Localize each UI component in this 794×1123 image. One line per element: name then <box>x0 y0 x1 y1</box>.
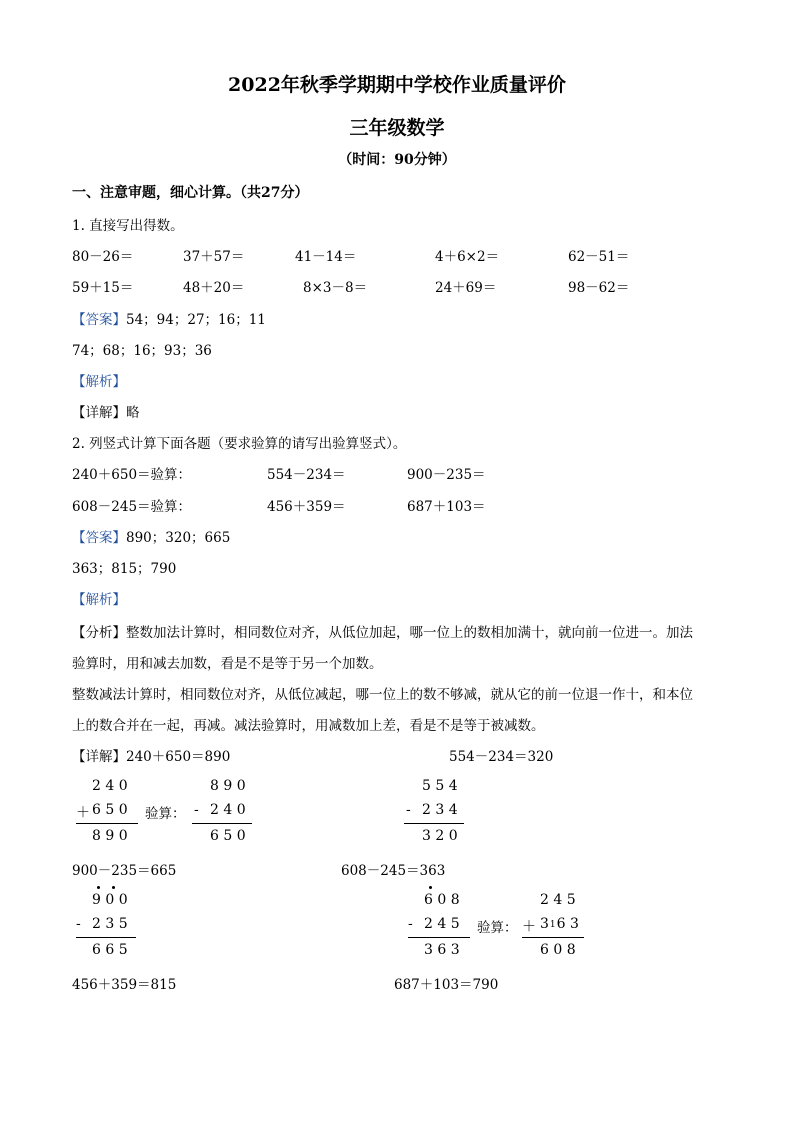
calc-result: 3 2 0 <box>422 828 458 844</box>
calc-mid: 2 4 0 <box>210 802 246 818</box>
calc-top: 2 4 5 <box>540 892 576 908</box>
q2-item: 554－234＝ <box>267 467 346 483</box>
calc-op: ＋ <box>76 805 90 821</box>
calc-line <box>76 937 136 938</box>
analysis-tag: 【解析】 <box>72 592 126 608</box>
calc-result: 8 9 0 <box>92 828 128 844</box>
fenxi-text: 整数加法计算时，相同数位对齐，从低位加起，哪一位上的数相加满十，就向前一位进一。加法 <box>126 625 693 641</box>
fenxi-line: 验算时，用和减去加数，看是不是等于另一个加数。 <box>72 656 383 672</box>
q1-detail <box>72 401 140 421</box>
vertical-check <box>522 892 588 972</box>
calc-op: - <box>76 916 81 932</box>
calc-line <box>76 823 138 824</box>
detail-tag: 【详解】 <box>72 749 126 765</box>
equation: 608－245＝363 <box>341 863 446 879</box>
answer-text: 890；320；665 <box>126 530 231 546</box>
calc-mid: 6 5 0 <box>92 802 128 818</box>
q2-item: 687＋103＝ <box>407 499 486 515</box>
q1-item: 24＋69＝ <box>435 280 497 296</box>
q2-item: 900－235＝ <box>407 467 486 483</box>
equation: 240＋650＝890 <box>126 749 231 765</box>
q2-answer-line2: 363；815；790 <box>72 561 177 577</box>
calc-op: ＋ <box>522 919 536 935</box>
detail-tag: 【详解】 <box>72 405 126 421</box>
borrow-dot <box>97 886 100 889</box>
calc-op: - <box>406 802 411 818</box>
exam-time: （时间：90分钟） <box>338 152 456 168</box>
calc-line <box>192 823 252 824</box>
answer-tag: 【答案】 <box>72 530 126 546</box>
q1-answer-line2: 74；68；16；93；36 <box>72 343 212 359</box>
q1-item: 98－62＝ <box>568 280 630 296</box>
q1-item: 41－14＝ <box>295 249 357 265</box>
check-label: 验算： <box>145 806 186 822</box>
calc-line <box>408 937 470 938</box>
detail-line <box>72 745 230 765</box>
vertical-check <box>192 778 256 858</box>
page-title: 2022年秋季学期期中学校作业质量评价 <box>228 74 566 96</box>
section-heading: 一、注意审题，细心计算。（共27分） <box>72 185 309 201</box>
fenxi-line: 整数减法计算时，相同数位对齐，从低位减起，哪一位上的数不够减，就从它的前一位退一作十，和本位 <box>72 687 693 703</box>
vertical-calc <box>76 892 140 972</box>
q1-item: 37＋57＝ <box>183 249 245 265</box>
vertical-calc <box>76 778 140 858</box>
check-label: 验算： <box>477 920 518 936</box>
equation: 687＋103＝790 <box>394 977 499 993</box>
calc-top: 2 4 0 <box>92 778 128 794</box>
analysis-tag: 【解析】 <box>72 374 126 390</box>
fenxi-tag: 【分析】 <box>72 625 126 641</box>
calc-op: - <box>194 802 199 818</box>
calc-op: - <box>408 916 413 932</box>
q2-item: 456＋359＝ <box>267 499 346 515</box>
calc-mid: 316 3 <box>540 916 579 932</box>
calc-mid: 2 3 5 <box>92 916 128 932</box>
equation: 900－235＝665 <box>72 863 177 879</box>
calc-top: 5 5 4 <box>422 778 458 794</box>
q1-answer <box>72 308 266 328</box>
q1-item: 59＋15＝ <box>72 280 134 296</box>
q1-item: 80－26＝ <box>72 249 134 265</box>
calc-line <box>522 937 584 938</box>
calc-result: 3 6 3 <box>424 942 460 958</box>
fenxi-line: 上的数合并在一起，再减。减法验算时，用减数加上差，看是不是等于被减数。 <box>72 718 545 734</box>
vertical-calc <box>408 892 472 972</box>
calc-result: 6 0 8 <box>540 942 576 958</box>
calc-mid: 2 4 5 <box>424 916 460 932</box>
q1-prompt: 1. 直接写出得数。 <box>72 218 184 234</box>
calc-top: 9 0 0 <box>92 892 128 908</box>
q2-item: 240＋650＝验算： <box>72 467 192 483</box>
q1-item: 48＋20＝ <box>183 280 245 296</box>
answer-text: 54；94；27；16；11 <box>126 312 266 328</box>
calc-mid: 2 3 4 <box>422 802 458 818</box>
borrow-dot <box>429 886 432 889</box>
detail-text: 略 <box>126 405 140 421</box>
q2-answer <box>72 526 230 546</box>
borrow-dot <box>112 886 115 889</box>
equation: 456＋359＝815 <box>72 977 177 993</box>
vertical-calc <box>404 778 468 858</box>
page-subtitle: 三年级数学 <box>349 117 445 139</box>
q2-prompt: 2. 列竖式计算下面各题（要求验算的请写出验算竖式）。 <box>72 436 407 452</box>
calc-result: 6 6 5 <box>92 942 128 958</box>
fenxi-line <box>72 621 693 641</box>
calc-top: 8 9 0 <box>210 778 246 794</box>
calc-result: 6 5 0 <box>210 828 246 844</box>
q1-item: 4＋6×2＝ <box>435 249 500 265</box>
q1-item: 8×3－8＝ <box>303 280 368 296</box>
calc-top: 6 0 8 <box>424 892 460 908</box>
calc-line <box>404 823 464 824</box>
equation: 554－234＝320 <box>449 749 554 765</box>
q2-item: 608－245＝验算： <box>72 499 192 515</box>
q1-item: 62－51＝ <box>568 249 630 265</box>
answer-tag: 【答案】 <box>72 312 126 328</box>
